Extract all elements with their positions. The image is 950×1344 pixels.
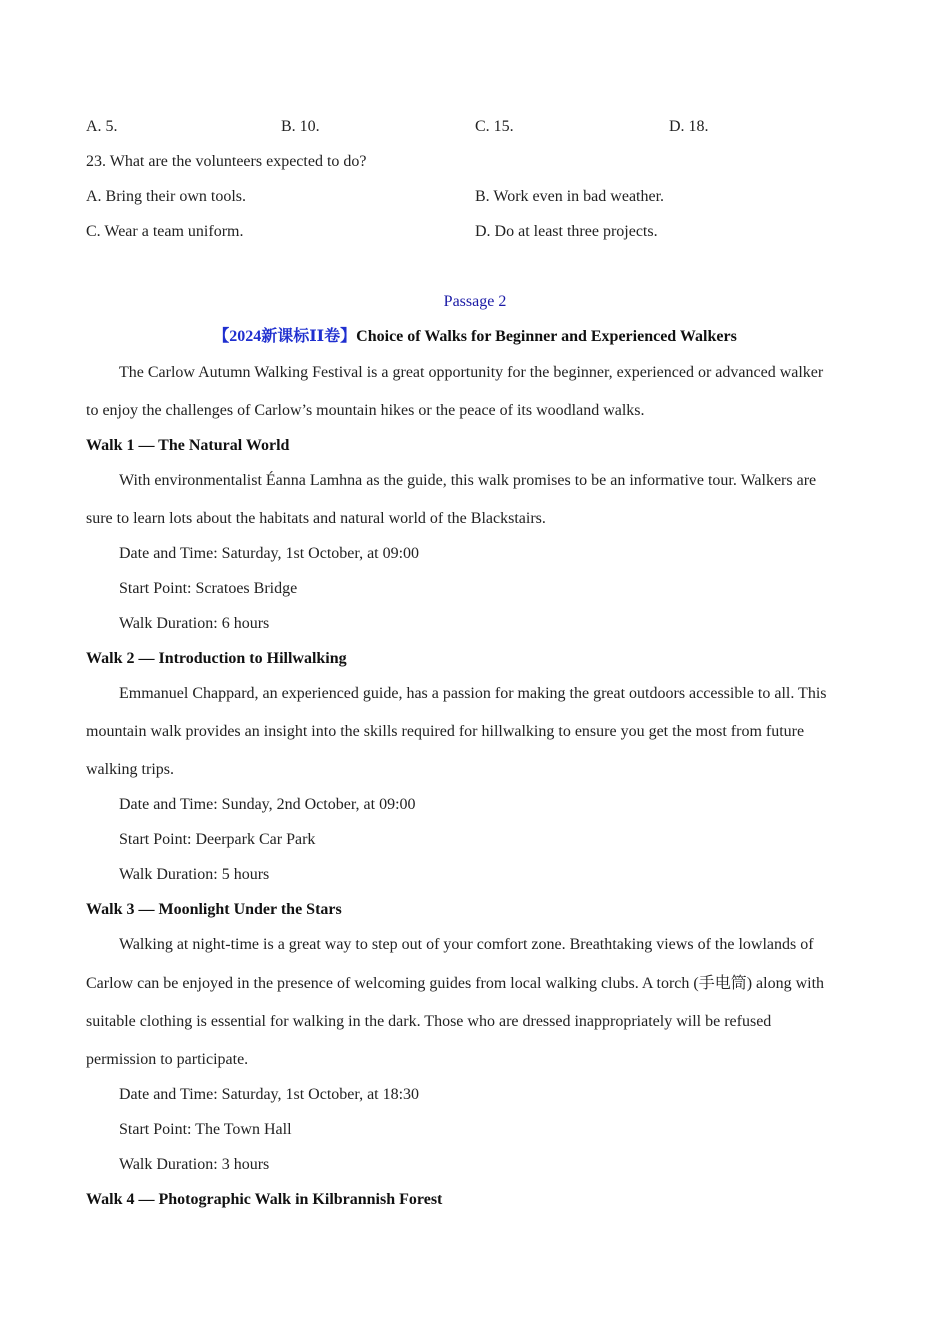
intro-line-1: The Carlow Autumn Walking Festival is a great opportunity for the beginner, experienced or advanced walker xyxy=(119,364,824,381)
walk-4-heading: Walk 4 — Photographic Walk in Kilbrannish Forest xyxy=(86,1191,443,1208)
walk-1-desc-1: With environmentalist Éanna Lamhna as the guide, this walk promises to be an informative tour. Walkers are xyxy=(119,472,817,489)
walk-1-start: Start Point: Scratoes Bridge xyxy=(119,580,298,597)
walk-1-heading: Walk 1 — The Natural World xyxy=(86,437,290,454)
walk-3-heading: Walk 3 — Moonlight Under the Stars xyxy=(86,901,342,918)
walk-3-start: Start Point: The Town Hall xyxy=(119,1121,292,1138)
walk-3-desc-3: suitable clothing is essential for walking in the dark. Those who are dressed inappropriately will be refused xyxy=(86,1013,772,1030)
walk-3-duration: Walk Duration: 3 hours xyxy=(119,1156,270,1173)
walk-3-desc-2: Carlow can be enjoyed in the presence of welcoming guides from local walking clubs. A torch (手电筒) along with xyxy=(86,975,825,992)
walk-1-desc-2: sure to learn lots about the habitats and natural world of the Blackstairs. xyxy=(86,510,546,527)
walk-3-desc-1: Walking at night-time is a great way to step out of your comfort zone. Breathtaking views of the lowlands of xyxy=(119,936,814,953)
walk-3-desc-4: permission to participate. xyxy=(86,1051,249,1068)
walk-2-heading: Walk 2 — Introduction to Hillwalking xyxy=(86,650,347,667)
q22-option-c: C. 15. xyxy=(475,118,514,135)
passage-title-line xyxy=(0,327,950,347)
q23-option-a: A. Bring their own tools. xyxy=(86,188,246,205)
walk-1-duration: Walk Duration: 6 hours xyxy=(119,615,270,632)
walk-2-duration: Walk Duration: 5 hours xyxy=(119,866,270,883)
walk-2-start: Start Point: Deerpark Car Park xyxy=(119,831,316,848)
q23-option-b: B. Work even in bad weather. xyxy=(475,188,665,205)
walk-2-date: Date and Time: Sunday, 2nd October, at 09:00 xyxy=(119,796,416,813)
q23-option-d: D. Do at least three projects. xyxy=(475,223,658,240)
walk-2-desc-1: Emmanuel Chappard, an experienced guide, has a passion for making the great outdoors accessible to all. This xyxy=(119,685,827,702)
q22-option-b: B. 10. xyxy=(281,118,320,135)
q22-option-d: D. 18. xyxy=(669,118,709,135)
q22-option-a: A. 5. xyxy=(86,118,118,135)
q23-question: 23. What are the volunteers expected to do? xyxy=(86,153,367,170)
intro-line-2: to enjoy the challenges of Carlow’s mountain hikes or the peace of its woodland walks. xyxy=(86,402,645,419)
walk-2-desc-2: mountain walk provides an insight into the skills required for hillwalking to ensure you get the most from future xyxy=(86,723,805,740)
walk-2-desc-3: walking trips. xyxy=(86,761,174,778)
q23-option-c: C. Wear a team uniform. xyxy=(86,223,244,240)
walk-1-date: Date and Time: Saturday, 1st October, at 09:00 xyxy=(119,545,420,562)
passage-source-tag: 【2024新课标ⅠⅠ卷】 xyxy=(213,328,357,345)
walk-3-date: Date and Time: Saturday, 1st October, at 18:30 xyxy=(119,1086,420,1103)
passage-label: Passage 2 xyxy=(443,293,507,310)
passage-title: Choice of Walks for Beginner and Experienced Walkers xyxy=(356,328,737,345)
